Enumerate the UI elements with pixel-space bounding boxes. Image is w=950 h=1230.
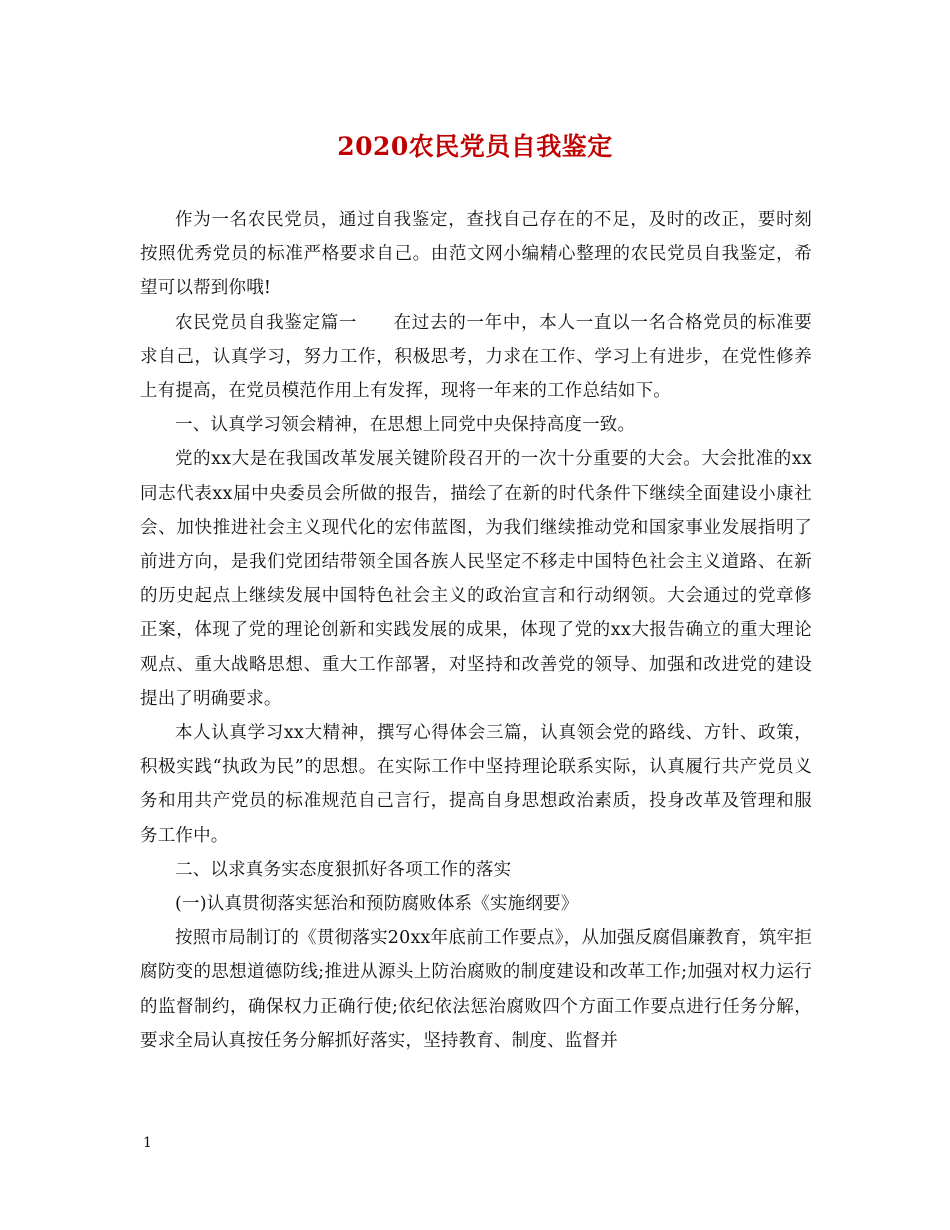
section-heading-one: 一、认真学习领会精神，在思想上同党中央保持高度一致。 [175, 415, 636, 436]
paragraph-work-points: 按照市局制订的《贯彻落实20xx年底前工作要点》，从加强反腐倡廉教育，筑牢拒腐防变的思想道德防线;推进从源头上防治腐败的制度建设和改革工作;加强对权力运行的监督制约，确保权力正确行使;依纪依法惩治腐败四个方面工作要点进行任务分解，要求全局认真按任务分解抓好落实，坚持教育、制度、监督并 [140, 928, 812, 1051]
section-heading-two: 二、以求真务实态度狠抓好各项工作的落实 [175, 859, 512, 880]
page-number: 1 [143, 1135, 152, 1151]
document-title: 2020农民党员自我鉴定 [337, 132, 613, 161]
subsection-heading-one: (一)认真贯彻落实惩治和预防腐败体系《实施纲要》 [175, 894, 579, 915]
paragraph-study: 本人认真学习xx大精神，撰写心得体会三篇，认真领会党的路线、方针、政策，积极实践“执政为民”的思想。在实际工作中坚持理论联系实际，认真履行共产党员义务和用共产党员的标准规范自己言行，提高自身思想政治素质，投身改革及管理和服务工作中。 [140, 723, 812, 846]
paragraph-part-one: 农民党员自我鉴定篇一 在过去的一年中，本人一直以一名合格党员的标准要求自己，认真学习，努力工作，积极思考，力求在工作、学习上有进步，在党性修养上有提高，在党员模范作用上有发挥，现将一年来的工作总结如下。 [140, 312, 812, 402]
document-body [140, 203, 812, 1058]
paragraph-intro: 作为一名农民党员，通过自我鉴定，查找自己存在的不足，及时的改正，要时刻按照优秀党员的标准严格要求自己。由范文网小编精心整理的农民党员自我鉴定，希望可以帮到你哦! [140, 210, 812, 299]
paragraph-congress: 党的xx大是在我国改革发展关键阶段召开的一次十分重要的大会。大会批准的xx同志代表xx届中央委员会所做的报告，描绘了在新的时代条件下继续全面建设小康社会、加快推进社会主义现代化的宏伟蓝图，为我们继续推动党和国家事业发展指明了前进方向，是我们党团结带领全国各族人民坚定不移走中国特色社会主义道路、在新的历史起点上继续发展中国特色社会主义的政治宣言和行动纲领。大会通过的党章修正案，体现了党的理论创新和实践发展的成果，体现了党的xx大报告确立的重大理论观点、重大战略思想、重大工作部署，对坚持和改善党的领导、加强和改进党的建设提出了明确要求。 [140, 449, 812, 709]
